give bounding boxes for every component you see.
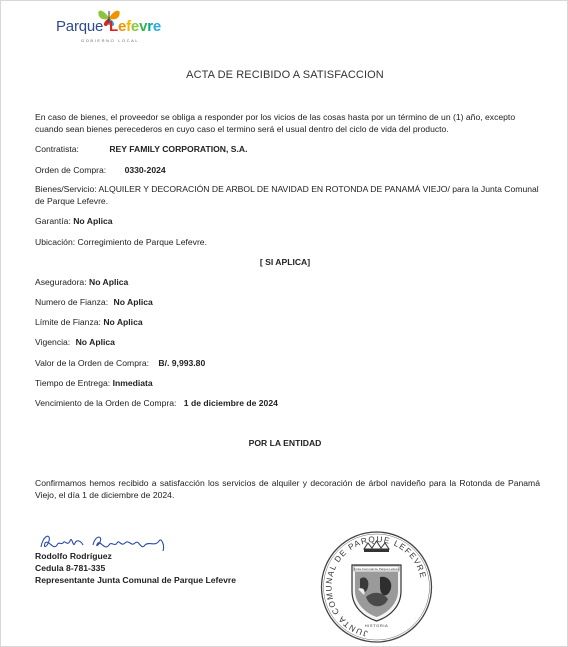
logo-text-parque: Parque (56, 18, 104, 35)
ubicacion-row: Ubicación: Corregimiento de Parque Lefevre. (35, 237, 207, 247)
intro-paragraph: En caso de bienes, el proveedor se obliga a responder por los vicios de las cosas hasta por un término de un (1) año, excepto cuando sean bienes perecederos en cuyo caso el termino será el usual dentro del ciclo de vida del producto. (35, 112, 516, 134)
orden-compra-value: 0330-2024 (124, 165, 166, 175)
aseguradora-value: No Aplica (89, 277, 129, 287)
limite-fianza-value: No Aplica (103, 317, 143, 327)
signer-name: Rodolfo Rodríguez (35, 551, 112, 561)
vencimiento-value: 1 de diciembre de 2024 (183, 398, 278, 408)
limite-fianza-label: Límite de Fianza: (35, 317, 101, 327)
logo-text-lefevre: Lefevre (109, 18, 162, 35)
numero-fianza-row (35, 297, 153, 307)
tiempo-entrega-value: Inmediata (112, 378, 153, 388)
numero-fianza-label: Numero de Fianza: (35, 297, 109, 307)
confirmation-paragraph: Confirmamos hemos recibido a satisfacción los servicios de alquiler y decoración de árbol navideño para la Rotonda de Panamá Viejo, el día 1 de diciembre de 2024. (35, 478, 540, 500)
logo-subtitle: GOBIERNO LOCAL (81, 38, 140, 43)
vencimiento-row (35, 398, 278, 408)
contratista-row (35, 144, 248, 154)
aseguradora-row (35, 277, 128, 287)
tiempo-entrega-row (35, 378, 153, 388)
contratista-value: REY FAMILY CORPORATION, S.A. (109, 144, 248, 154)
limite-fianza-row (35, 317, 143, 327)
official-seal-stamp (314, 529, 439, 644)
valor-orden-label: Valor de la Orden de Compra: (35, 358, 150, 368)
bienes-servicio-paragraph: Bienes/Servicio: ALQUILER Y DECORACIÓN DE ARBOL DE NAVIDAD EN ROTONDA DE PANAMÁ VIEJO/ para la Junta Comunal de Parque Lefevre. (35, 184, 539, 206)
orden-compra-label: Orden de Compra: (35, 165, 107, 175)
tiempo-entrega-label: Tiempo de Entrega: (35, 378, 111, 388)
vencimiento-label: Vencimiento de la Orden de Compra: (35, 398, 177, 408)
valor-orden-value: B/. 9,993.80 (158, 358, 206, 368)
svg-text:JUNTA COMUNAL DE PARQUE LEFEVR: JUNTA COMUNAL DE PARQUE LEFEVRE (324, 534, 428, 639)
svg-text:HISTORIA: HISTORIA (364, 623, 389, 628)
vigencia-value: No Aplica (75, 337, 115, 347)
por-la-entidad-heading: POR LA ENTIDAD (248, 438, 322, 448)
si-aplica-heading: [ SI APLICA] (259, 257, 311, 267)
numero-fianza-value: No Aplica (113, 297, 153, 307)
garantia-label: Garantía: (35, 216, 71, 226)
orden-compra-row (35, 165, 166, 175)
garantia-row (35, 216, 113, 226)
contratista-label: Contratista: (35, 144, 79, 154)
aseguradora-label: Aseguradora: (35, 277, 87, 287)
signer-cedula: Cedula 8-781-335 (35, 563, 106, 573)
svg-text:Junta Comunal de Parque Lefevr: Junta Comunal de Parque Lefevre (353, 567, 400, 571)
document-title: ACTA DE RECIBIDO A SATISFACCION (186, 69, 384, 81)
vigencia-label: Vigencia: (35, 337, 71, 347)
signer-role: Representante Junta Comunal de Parque Lefevre (35, 575, 237, 585)
valor-orden-row (35, 358, 205, 368)
garantia-value: No Aplica (73, 216, 113, 226)
vigencia-row (35, 337, 115, 347)
